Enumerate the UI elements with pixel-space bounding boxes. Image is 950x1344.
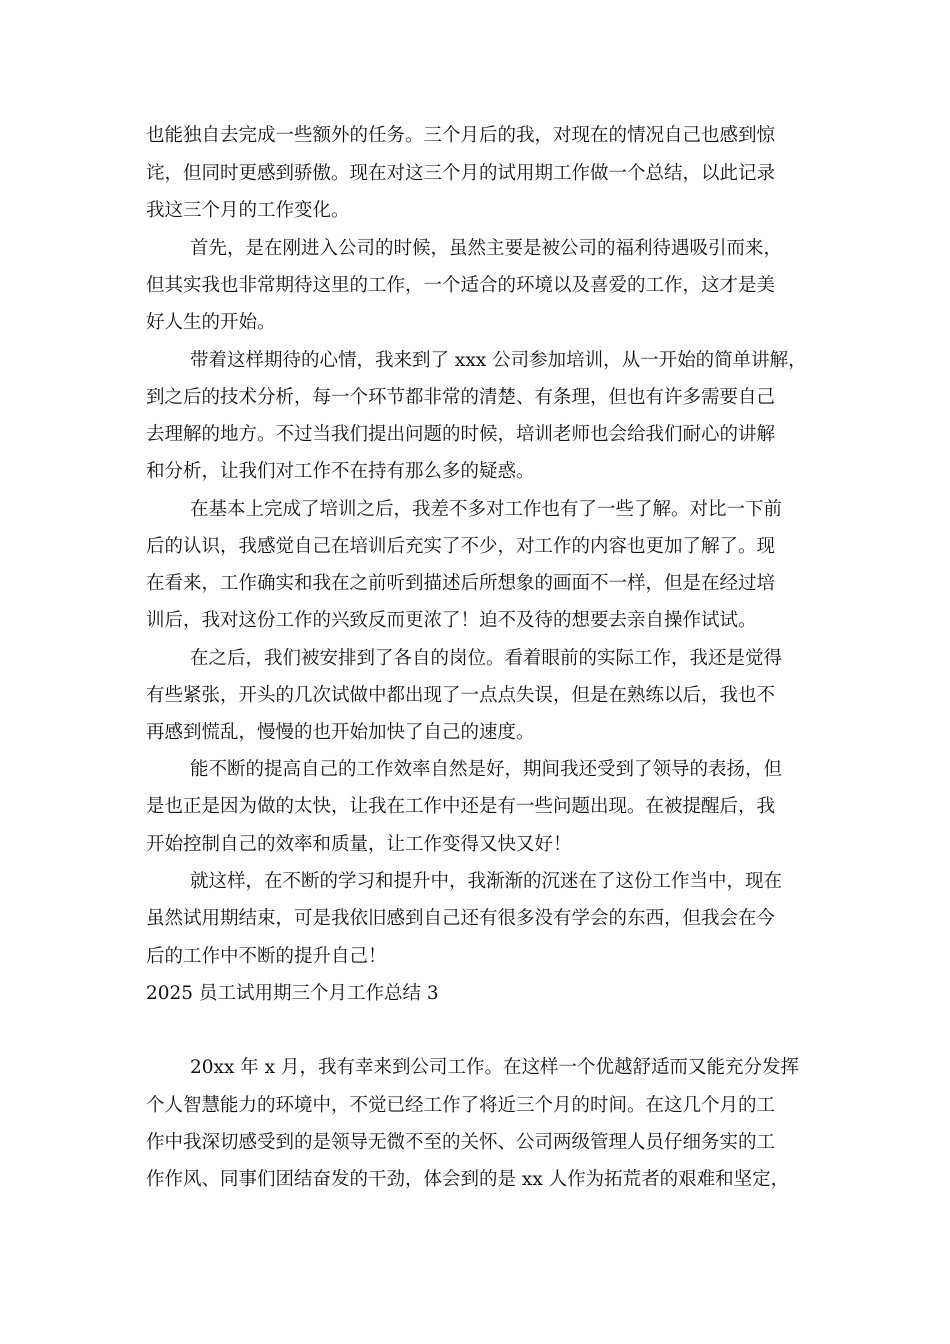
paragraph-first-line: 首先，是在刚进入公司的时候，虽然主要是被公司的福利待遇吸引而来， <box>190 238 783 259</box>
text-line: 诧，但同时更感到骄傲。现在对这三个月的试用期工作做一个总结，以此记录 <box>146 163 776 184</box>
text-line: 也能独自去完成一些额外的任务。三个月后的我，对现在的情况自己也感到惊 <box>146 125 776 146</box>
paragraph-first-line: 20xx 年 x 月，我有幸来到公司工作。在这样一个优越舒适而又能充分发挥 <box>190 1057 799 1078</box>
text-line: 在看来，工作确实和我在之前听到描述后所想象的画面不一样，但是在经过培 <box>146 573 776 594</box>
text-line: 后的工作中不断的提升自己！ <box>146 946 387 967</box>
text-line: 去理解的地方。不过当我们提出问题的时候，培训老师也会给我们耐心的讲解 <box>146 424 776 445</box>
text-line: 虽然试用期结束，可是我依旧感到自己还有很多没有学会的东西，但我会在今 <box>146 908 776 929</box>
text-line: 个人智慧能力的环境中，不觉已经工作了将近三个月的时间。在这几个月的工 <box>146 1095 776 1116</box>
paragraph-first-line: 在基本上完成了培训之后，我差不多对工作也有了一些了解。对比一下前 <box>190 499 783 520</box>
text-line: 训后，我对这份工作的兴致反而更浓了！迫不及待的想要去亲自操作试试。 <box>146 610 757 631</box>
text-line: 作中我深切感受到的是领导无微不至的关怀、公司两级管理人员仔细务实的工 <box>146 1132 776 1153</box>
text-line: 有些紧张，开头的几次试做中都出现了一点点失误，但是在熟练以后，我也不 <box>146 685 776 706</box>
text-line: 但其实我也非常期待这里的工作，一个适合的环境以及喜爱的工作，这才是美 <box>146 275 776 296</box>
text-line: 我这三个月的工作变化。 <box>146 200 350 221</box>
paragraph-first-line: 就这样，在不断的学习和提升中，我渐渐的沉迷在了这份工作当中，现在 <box>190 871 783 892</box>
text-line: 和分析，让我们对工作不在持有那么多的疑惑。 <box>146 461 535 482</box>
text-line: 开始控制自己的效率和质量，让工作变得又快又好！ <box>146 834 572 855</box>
paragraph-first-line: 能不断的提高自己的工作效率自然是好，期间我还受到了领导的表扬，但 <box>190 759 783 780</box>
text-line: 是也正是因为做的太快，让我在工作中还是有一些问题出现。在被提醒后，我 <box>146 796 776 817</box>
text-line: 到之后的技术分析，每一个环节都非常的清楚、有条理，但也有许多需要自己 <box>146 387 776 408</box>
text-line: 再感到慌乱，慢慢的也开始加快了自己的速度。 <box>146 722 535 743</box>
text-line: 作作风、同事们团结奋发的干劲，体会到的是 xx 人作为拓荒者的艰难和坚定， <box>146 1169 790 1190</box>
text-line: 好人生的开始。 <box>146 312 276 333</box>
paragraph-first-line: 带着这样期待的心情，我来到了 xxx 公司参加培训，从一开始的简单讲解， <box>190 350 807 371</box>
paragraph-first-line: 在之后，我们被安排到了各自的岗位。看着眼前的实际工作，我还是觉得 <box>190 648 783 669</box>
section-heading: 2025 员工试用期三个月工作总结 3 <box>146 983 439 1004</box>
text-line: 后的认识，我感觉自己在培训后充实了不少，对工作的内容也更加了解了。现 <box>146 536 776 557</box>
